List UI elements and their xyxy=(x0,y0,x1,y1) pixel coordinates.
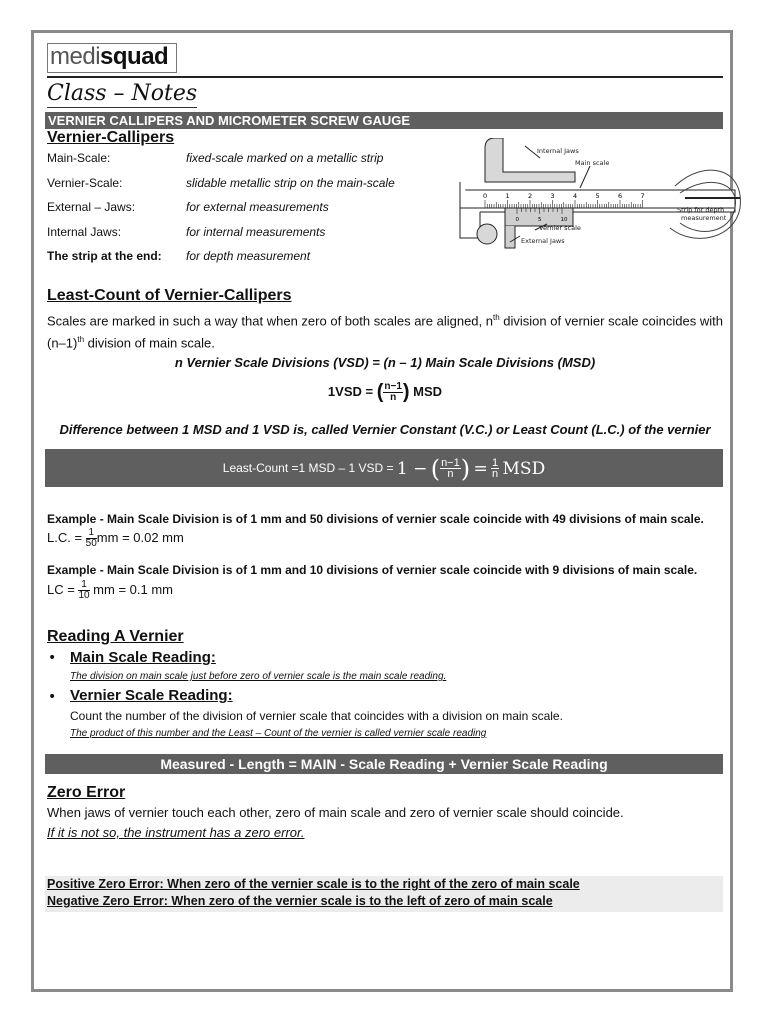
def-desc-external-jaws: for external measurements xyxy=(186,200,329,214)
title-underline xyxy=(47,107,197,108)
negative-zero-error: Negative Zero Error: When zero of the vernier scale is to the left of zero of main scale xyxy=(47,894,553,908)
bullet-1: • xyxy=(48,650,57,666)
vernier-calliper-diagram xyxy=(455,138,745,263)
vernier-scale-tick-label: 10 xyxy=(560,217,568,223)
main-scale-tick-label: 7 xyxy=(640,192,645,200)
vernier-scale-tick-label: 0 xyxy=(515,217,519,223)
strip-depth-label-1: Strip for depth xyxy=(677,206,725,214)
thumb-wheel xyxy=(477,224,497,244)
vernier-scale-label: Vernier scale xyxy=(539,224,581,232)
header-rule xyxy=(47,76,723,78)
zero-error-note: If it is not so, the instrument has a zero error. xyxy=(47,825,305,840)
example-2: Example - Main Scale Division is of 1 mm and 10 divisions of vernier scale coincide with 9 divisions of main scale. xyxy=(47,563,698,577)
def-desc-strip: for depth measurement xyxy=(186,249,311,263)
least-count-paragraph: Scales are marked in such a way that when zero of both scales are aligned, $n^{th}$ division of vernier scale coincides with $(n-1)^{th}$ division of main scale. xyxy=(47,313,723,351)
positive-zero-error: Positive Zero Error: When zero of the vernier scale is to the right of the zero of main scale xyxy=(47,877,580,891)
main-scale-tick-label: 3 xyxy=(550,192,555,200)
external-jaws-label: External Jaws xyxy=(521,237,565,245)
section-banner: VERNIER CALLIPERS AND MICROMETER SCREW GAUGE xyxy=(45,112,723,129)
def-term-main-scale: Main-Scale: xyxy=(47,151,111,165)
example-1-result: L.C. = $\frac{1}{50}$ mm = 0.02 mm xyxy=(47,527,184,549)
vernier-callipers-heading: Vernier-Callipers xyxy=(47,129,175,146)
main-scale-tick-label: 2 xyxy=(528,192,533,200)
main-scale-tick-label: 1 xyxy=(505,192,510,200)
def-desc-vernier-scale: slidable metallic strip on the main-scale xyxy=(186,176,395,190)
measured-length-formula: Measured - Length = MAIN - Scale Reading + Vernier Scale Reading xyxy=(45,754,723,774)
vernier-scale-reading-text: Count the number of the division of vernier scale that coincides with a division on main scale. xyxy=(70,709,563,723)
example-2-result: LC = $\frac{1}{10}$ mm = 0.1 mm xyxy=(47,579,173,601)
main-scale-pointer xyxy=(580,166,590,188)
vernier-scale-reading-heading: Vernier Scale Reading: xyxy=(70,687,233,704)
vernier-scale-reading-note: The product of this number and the Least – Count of the vernier is called vernier scale reading xyxy=(70,728,487,739)
zero-error-heading: Zero Error xyxy=(47,784,126,801)
page-title: Class – Notes xyxy=(47,81,198,106)
vsd-formula: 1VSD = ( $\frac{n-1}{n}$ ) MSD xyxy=(327,381,443,403)
def-term-external-jaws: External – Jaws: xyxy=(47,200,136,214)
def-term-strip: The strip at the end: xyxy=(47,249,162,263)
least-count-formula-box: Least-Count =1 MSD – 1 VSD = 1 − ( $\frac{n-1}{n}$ ) = $\frac{1}{n}$ MSD xyxy=(45,449,723,487)
internal-jaw-shape xyxy=(485,138,575,182)
def-term-vernier-scale: Vernier-Scale: xyxy=(47,176,123,190)
vsd-msd-relation: n Vernier Scale Divisions (VSD) = (n – 1) Main Scale Divisions (MSD) xyxy=(174,355,596,370)
internal-jaws-label: Internal Jaws xyxy=(537,147,579,155)
main-scale-reading-note: The division on main scale just before zero of vernier scale is the main scale reading. xyxy=(70,671,447,682)
def-desc-internal-jaws: for internal measurements xyxy=(186,225,326,239)
main-scale-tick-label: 0 xyxy=(483,192,488,200)
vernier-scale-tick-label: 5 xyxy=(538,217,542,223)
main-scale-tick-label: 4 xyxy=(573,192,578,200)
main-scale-tick-label: 6 xyxy=(618,192,623,200)
medisquad-logo: medisquad xyxy=(47,43,177,73)
reading-vernier-heading: Reading A Vernier xyxy=(47,628,184,645)
vsd-fraction: $\frac{n-1}{n}$ xyxy=(384,381,402,403)
bullet-2: • xyxy=(48,689,57,705)
difference-statement: Difference between 1 MSD and 1 VSD is, called Vernier Constant (V.C.) or Least Count (L.C.) of the vernier xyxy=(59,422,711,437)
example-1: Example - Main Scale Division is of 1 mm and 50 divisions of vernier scale coincide with 49 divisions of main scale. xyxy=(47,512,704,526)
def-term-internal-jaws: Internal Jaws: xyxy=(47,225,122,239)
least-count-heading: Least-Count of Vernier-Callipers xyxy=(47,287,292,304)
zero-error-text: When jaws of vernier touch each other, zero of main scale and zero of vernier scale should coincide. xyxy=(47,805,624,820)
strip-depth-label-2: measurement xyxy=(681,214,727,222)
main-scale-tick-label: 5 xyxy=(595,192,600,200)
main-scale-label: Main scale xyxy=(575,159,610,167)
moving-external-jaw xyxy=(505,226,515,248)
main-scale-reading-heading: Main Scale Reading: xyxy=(70,649,216,666)
def-desc-main-scale: fixed-scale marked on a metallic strip xyxy=(186,151,384,165)
